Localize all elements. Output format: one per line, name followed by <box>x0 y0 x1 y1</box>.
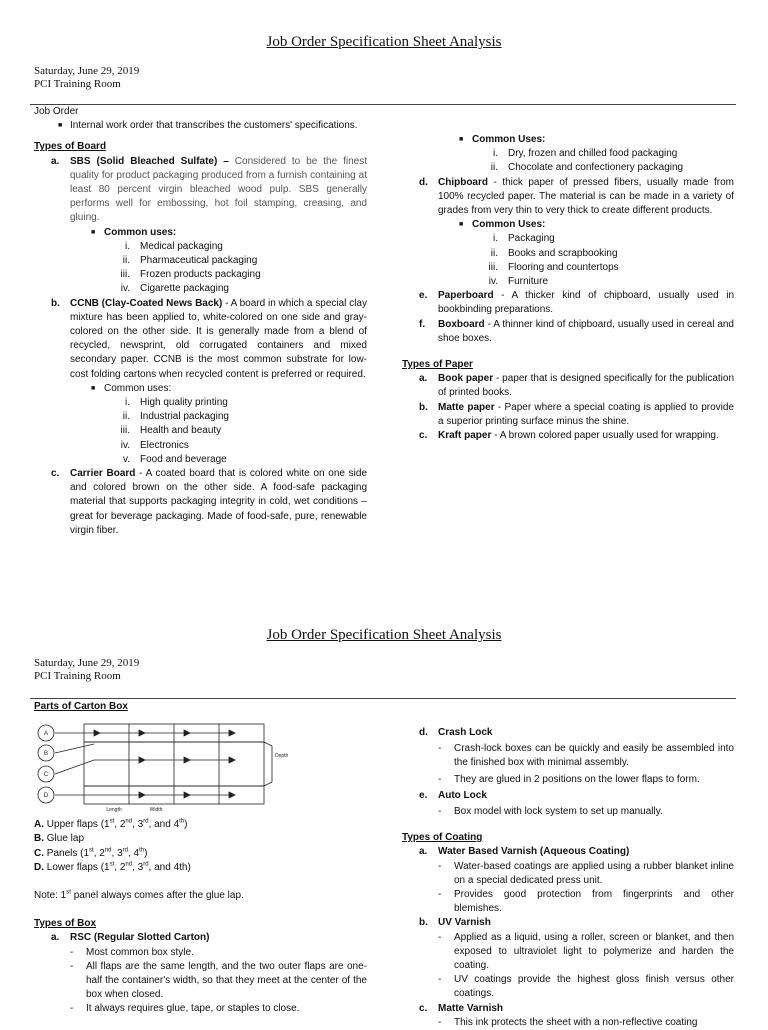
legend-text: , 2 <box>93 847 105 859</box>
list-number: iii. <box>120 269 130 281</box>
point-text: This ink protects the sheet with a non-reflective coating <box>454 1016 698 1028</box>
chipboard-uses-heading <box>402 218 734 232</box>
list-item <box>402 247 734 261</box>
dash-bullet-icon: - <box>438 860 442 872</box>
types-of-box-heading: Types of Box <box>34 918 97 930</box>
list-number: ii. <box>122 411 130 423</box>
item-label: d. <box>419 176 428 188</box>
page1-right-column <box>402 105 734 443</box>
list-item <box>34 424 367 438</box>
uses-heading-text: Common uses: <box>104 382 172 394</box>
list-number: ii. <box>490 247 498 259</box>
width-label: Width <box>149 807 163 814</box>
sup: nd <box>104 847 112 854</box>
sup: th <box>179 818 185 825</box>
item-label: b. <box>419 917 428 929</box>
box-crash-lock <box>402 726 734 740</box>
uses-heading-text: Common Uses: <box>472 134 546 145</box>
square-bullet-icon: ■ <box>58 122 63 130</box>
list-item-text: Electronics <box>140 439 189 451</box>
arrow-head <box>229 730 235 736</box>
types-of-coating-heading: Types of Coating <box>402 832 483 844</box>
coating-uv <box>402 916 734 930</box>
legend-text: Lower flaps (1 <box>46 861 110 873</box>
item-label: c. <box>419 430 428 442</box>
note-text: panel always comes after the glue lap. <box>70 890 244 902</box>
paper-description: - Paper where a special coating is applied to provide a superior printing surface minus the shine. <box>438 401 734 427</box>
dash-bullet-icon: - <box>438 743 442 755</box>
paper-item <box>402 429 734 443</box>
label-a: A <box>43 731 49 738</box>
square-bullet-icon: ■ <box>459 136 464 143</box>
list-item-text: Packaging <box>508 233 555 245</box>
parts-legend <box>34 818 367 875</box>
glue-lap-line <box>264 742 272 746</box>
legend-text: ) <box>144 847 148 859</box>
dash-bullet-icon: - <box>70 946 74 958</box>
page-2 <box>0 600 768 1028</box>
list-item <box>34 453 367 467</box>
parts-note <box>34 889 367 903</box>
legend-letter: D. <box>34 861 44 873</box>
point-text: It always requires glue, tape, or staples to close. <box>86 1003 300 1015</box>
glue-lap-line <box>264 782 272 786</box>
board-boxboard <box>402 318 734 346</box>
uses-heading-text: Common Uses: <box>472 219 546 231</box>
diagram-grid <box>84 724 272 804</box>
legend-text: , 4 <box>127 847 140 859</box>
date-text: Saturday, June 29, 2019 <box>34 657 140 669</box>
ccnb-uses-list <box>34 396 367 467</box>
arrow-head <box>139 730 145 736</box>
list-item <box>402 232 734 246</box>
crash-point <box>402 742 734 770</box>
board-name: Boxboard <box>438 318 485 330</box>
list-item <box>402 275 734 289</box>
arrow-head <box>139 757 145 763</box>
legend-text: , and 4 <box>148 819 180 831</box>
point-text: Box model with lock system to set up manually. <box>454 806 663 818</box>
item-label: c. <box>51 468 60 480</box>
wbv-point <box>402 888 734 916</box>
list-item-text: Pharmaceutical packaging <box>140 255 258 267</box>
arrow-head <box>139 792 145 798</box>
list-item <box>34 410 367 424</box>
dash-bullet-icon: - <box>438 889 442 901</box>
board-name: Chipboard <box>438 176 488 188</box>
board-sbs <box>34 155 367 226</box>
item-label: e. <box>419 789 428 801</box>
legend-text: , 3 <box>132 861 144 873</box>
list-number: ii. <box>490 162 498 174</box>
sup: rd <box>122 847 128 854</box>
arrow-head <box>94 730 100 736</box>
carrier-uses-heading <box>402 133 734 147</box>
page-title: Job Order Specification Sheet Analysis <box>266 627 502 643</box>
label-c: C <box>43 772 49 779</box>
item-label: d. <box>419 727 428 738</box>
item-label: a. <box>51 932 60 944</box>
list-number: v. <box>122 453 130 465</box>
board-description: - A thinner kind of chipboard, usually used in cereal and shoe boxes. <box>438 318 734 344</box>
sup: nd <box>125 861 133 868</box>
list-item <box>402 161 734 175</box>
label-b: B <box>43 751 49 758</box>
point-text: Applied as a liquid, using a roller, screen or blanket, and then exposed to ultraviolet light to polymerize and harden the coating. <box>454 931 734 972</box>
board-description: - A thicker kind of chipboard, usually used in bookbinding preparations. <box>438 290 735 316</box>
date-block <box>34 65 139 91</box>
board-ccnb <box>34 297 367 382</box>
item-label: f. <box>419 318 426 330</box>
carrier-continued <box>402 105 734 133</box>
list-item-text: Dry, frozen and chilled food packaging <box>508 148 678 160</box>
sup: th <box>139 847 145 854</box>
ccnb-uses-heading <box>34 382 367 396</box>
point-text: Crash-lock boxes can be quickly and easily be assembled into the finished box with minimal assembly. <box>454 743 734 769</box>
board-carrier <box>34 467 368 536</box>
dash-bullet-icon: - <box>438 806 442 818</box>
point-text: Water-based coatings are applied using a rubber blanket inline on a special dedicated press unit. <box>454 860 734 886</box>
sup: st <box>109 861 115 868</box>
date-block <box>34 657 139 683</box>
board-paperboard <box>402 289 734 317</box>
list-item-text: Furniture <box>508 276 549 288</box>
point-text: Most common box style. <box>86 946 194 958</box>
auto-point <box>402 805 734 819</box>
list-number: iv. <box>120 283 130 295</box>
point-text: All flaps are the same length, and the two outer flaps are one-half the container's width, so that they meet at the center of the box when closed. <box>86 960 367 1001</box>
legend-text: , 2 <box>114 819 126 831</box>
diagram-labels <box>44 731 289 813</box>
square-bullet-icon: ■ <box>91 384 96 392</box>
arrow-line <box>55 760 94 774</box>
item-label: a. <box>419 373 428 385</box>
location-text: PCI Training Room <box>34 670 121 682</box>
legend-d <box>34 861 367 875</box>
list-number: iv. <box>120 439 130 451</box>
rsc-point <box>34 1002 367 1015</box>
list-item <box>402 261 734 275</box>
uv-point <box>402 931 734 974</box>
paper-name: Book paper <box>438 373 494 385</box>
sup: rd <box>143 861 149 868</box>
legend-text: , 3 <box>132 819 144 831</box>
rsc-point <box>34 960 367 1003</box>
list-item-text: High quality printing <box>140 397 228 409</box>
parts-heading: Parts of Carton Box <box>34 701 128 712</box>
dash-bullet-icon: - <box>438 974 442 986</box>
date-text: Saturday, June 29, 2019 <box>34 65 140 77</box>
list-item-text: Frozen products packaging <box>140 269 261 281</box>
board-description: Considered to be the finest quality for product packaging produced from a furnish containing at least 80 percent virgin bleached wood pulp. SBS generally performs well for embossing, hot foil stamping, creasing, and gluing. <box>70 155 367 224</box>
legend-letter: C. <box>34 847 44 859</box>
sbs-uses-heading <box>34 226 367 240</box>
sup: st <box>109 818 115 825</box>
point-text: They are glued in 2 positions on the lower flaps to form. <box>454 773 700 785</box>
board-description: - A board in which a special clay mixture has been applied to, white-colored on one side and gray-colored on the other side. It is generally made from a blend of recycled, newsprint, old corrugated containers and mixed secondary paper. CCNB is the most common substrate for low-cost folding cartons when recycled content is preferred or required. <box>70 297 367 380</box>
item-label: a. <box>419 846 428 858</box>
list-number: i. <box>125 397 130 409</box>
legend-text: Panels (1 <box>46 847 90 859</box>
list-item-text: Books and scrapbooking <box>508 247 618 259</box>
list-item-text: Chocolate and confectionery packaging <box>508 162 684 174</box>
legend-text: , 2 <box>114 861 126 873</box>
length-label: Length <box>106 807 122 814</box>
list-item <box>34 282 367 296</box>
list-item <box>34 254 367 268</box>
item-label: b. <box>419 401 428 413</box>
coating-water-based <box>402 845 734 859</box>
depth-label: Depth <box>275 753 289 760</box>
types-of-board-heading: Types of Board <box>34 141 107 153</box>
page2-left-column <box>34 700 367 1015</box>
legend-b <box>34 832 367 846</box>
paper-item <box>402 372 734 400</box>
legend-text: Glue lap <box>46 833 85 845</box>
item-label: a. <box>51 155 60 167</box>
arrow-head <box>229 757 235 763</box>
item-label: c. <box>419 1002 428 1014</box>
types-of-paper-heading: Types of Paper <box>402 359 473 371</box>
list-number: iii. <box>488 261 498 273</box>
arrow-line <box>55 744 94 753</box>
coating-name: Matte Varnish <box>438 1002 504 1014</box>
dash-bullet-icon: - <box>438 773 442 785</box>
job-order-text: Internal work order that transcribes the customers' specifications. <box>70 120 358 132</box>
list-item <box>34 240 367 254</box>
board-chipboard <box>402 176 734 219</box>
paper-item <box>402 401 734 429</box>
coating-name: Water Based Varnish (Aqueous Coating) <box>438 846 630 858</box>
coating-matte <box>402 1002 734 1016</box>
wbv-point <box>402 860 734 888</box>
job-order-bullet <box>34 119 367 133</box>
list-item-text: Flooring and countertops <box>508 261 619 273</box>
dash-bullet-icon: - <box>70 960 74 972</box>
legend-text: ) <box>184 819 188 831</box>
box-name: Crash Lock <box>438 727 493 738</box>
legend-text: Upper flaps (1 <box>46 819 110 831</box>
paper-name: Kraft paper <box>438 430 492 442</box>
box-auto-lock <box>402 789 734 803</box>
location-text: PCI Training Room <box>34 78 121 90</box>
paper-name: Matte paper <box>438 401 495 413</box>
legend-c <box>34 847 367 861</box>
item-label: b. <box>51 297 60 309</box>
sup: st <box>89 847 94 854</box>
sup: nd <box>125 818 133 825</box>
box-name: Auto Lock <box>438 789 487 801</box>
dash-bullet-icon: - <box>438 931 442 943</box>
matte-point <box>402 1016 734 1028</box>
board-name: SBS (Solid Bleached Sulfate) – <box>70 155 229 167</box>
legend-text: , and 4th) <box>148 861 191 873</box>
point-text: UV coatings provide the highest gloss finish versus other coatings. <box>454 974 734 1000</box>
sup: st <box>66 889 71 896</box>
list-number: iii. <box>120 425 130 437</box>
label-d: D <box>43 793 49 800</box>
point-text: Provides good protection from fingerprints and other blemishes. <box>454 889 734 915</box>
arrow-head <box>184 757 190 763</box>
square-bullet-icon: ■ <box>459 221 464 229</box>
uv-point <box>402 973 734 1001</box>
arrow-head <box>184 730 190 736</box>
sup: rd <box>143 818 149 825</box>
arrow-head <box>184 792 190 798</box>
list-number: iv. <box>488 276 498 288</box>
board-description: - thick paper of pressed fibers, usually made from 100% recycled paper. The material is can be made in a variety of grades from very thin to very thick to create different products. <box>438 176 735 217</box>
list-item <box>34 396 367 410</box>
uses-heading-text: Common uses: <box>104 226 177 238</box>
list-number: ii. <box>122 255 130 267</box>
legend-letter: B. <box>34 833 44 845</box>
list-item <box>402 147 734 161</box>
note-text: Note: 1 <box>34 890 67 902</box>
board-description: - A coated board that is colored white on one side and colored brown on the other side. A food-safe packaging material that supports packaging integrity in cold, wet conditions – great for beverage packaging. Made of food-safe, pure, renewable virgin fiber. <box>70 468 368 536</box>
legend-letter: A. <box>34 819 44 831</box>
rsc-point <box>34 946 367 960</box>
list-number: i. <box>125 240 130 252</box>
sbs-uses-list <box>34 240 367 297</box>
paper-description: - paper that is designed specifically for the publication of printed books. <box>438 373 735 399</box>
list-item-text: Health and beauty <box>140 425 222 437</box>
diagram-arrows <box>55 730 235 798</box>
list-item <box>34 439 367 453</box>
legend-text: , 3 <box>111 847 123 859</box>
page-title: Job Order Specification Sheet Analysis <box>266 34 502 50</box>
board-name: CCNB (Clay-Coated News Back) <box>70 297 223 309</box>
dash-bullet-icon: - <box>438 1016 442 1028</box>
list-item <box>34 268 367 282</box>
divider <box>30 698 736 699</box>
box-name: RSC (Regular Slotted Carton) <box>70 932 210 944</box>
square-bullet-icon: ■ <box>91 228 96 236</box>
list-item-text: Industrial packaging <box>140 411 229 423</box>
job-order-heading: Job Order <box>34 106 79 117</box>
list-item-text: Medical packaging <box>140 240 223 252</box>
carton-diagram <box>34 720 289 814</box>
page2-right-column <box>402 726 734 1028</box>
legend-a <box>34 818 367 832</box>
board-name: Paperboard <box>438 290 494 302</box>
list-number: i. <box>493 233 498 245</box>
arrow-head <box>229 792 235 798</box>
coating-name: UV Varnish <box>438 917 491 929</box>
crash-point <box>402 773 734 787</box>
board-name: Carrier Board <box>70 468 136 480</box>
list-item-text: Food and beverage <box>140 453 227 465</box>
list-number: i. <box>493 148 498 160</box>
dash-bullet-icon: - <box>70 1003 74 1015</box>
box-rsc <box>34 931 367 945</box>
paper-description: - A brown colored paper usually used for wrapping. <box>494 430 719 442</box>
page1-left-column <box>34 105 368 536</box>
item-label: e. <box>419 290 428 302</box>
list-item-text: Cigarette packaging <box>140 283 229 295</box>
